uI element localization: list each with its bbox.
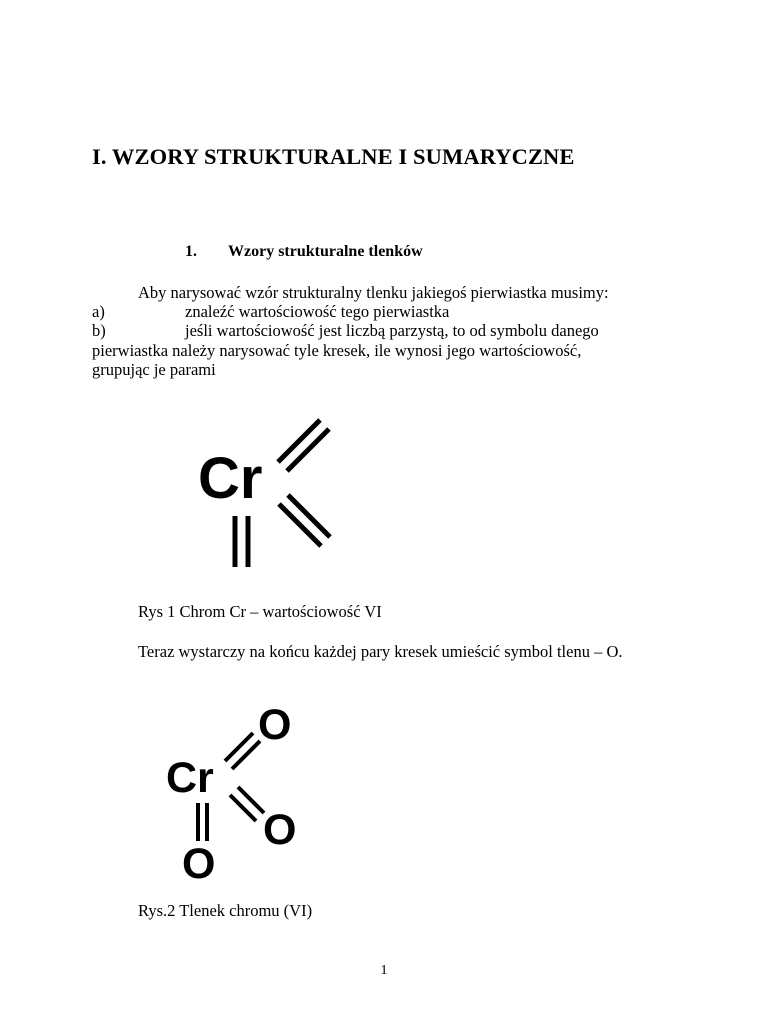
item-a-text: znaleźć wartościowość tego pierwiastka xyxy=(185,302,450,321)
figure2-o-bottom: O xyxy=(182,840,216,888)
item-b-marker: b) xyxy=(92,321,106,340)
figure2-o-top: O xyxy=(258,701,292,749)
figure1-caption: Rys 1 Chrom Cr – wartościowość VI xyxy=(138,602,382,621)
figure2-caption: Rys.2 Tlenek chromu (VI) xyxy=(138,901,313,920)
figure2-cr-symbol: Cr xyxy=(166,754,214,802)
page-heading: I. WZORY STRUKTURALNE I SUMARYCZNE xyxy=(92,144,575,169)
item-a-marker: a) xyxy=(92,302,105,321)
section-title: Wzory strukturalne tlenków xyxy=(228,243,423,260)
item-b-line2: pierwiastka należy narysować tyle kresek, ile wynosi jego wartościowość, xyxy=(92,341,582,360)
item-b-line1: jeśli wartościowość jest liczbą parzystą, to od symbolu danego xyxy=(185,321,599,340)
section-number: 1. xyxy=(185,243,197,260)
figure1-cr-symbol: Cr xyxy=(198,446,263,511)
bond-top-2 xyxy=(232,741,260,769)
figure2-structure xyxy=(160,698,320,888)
page-number: 1 xyxy=(380,963,388,978)
intro-text: Aby narysować wzór strukturalny tlenku jakiegoś pierwiastka musimy: xyxy=(138,283,609,302)
figure2-o-right: O xyxy=(263,806,297,854)
figure1-structure xyxy=(190,410,350,575)
bond-top-1 xyxy=(225,733,253,761)
item-b-line3: grupując je parami xyxy=(92,360,216,379)
instruction-text: Teraz wystarczy na końcu każdej pary kresek umieścić symbol tlenu – O. xyxy=(138,642,623,661)
